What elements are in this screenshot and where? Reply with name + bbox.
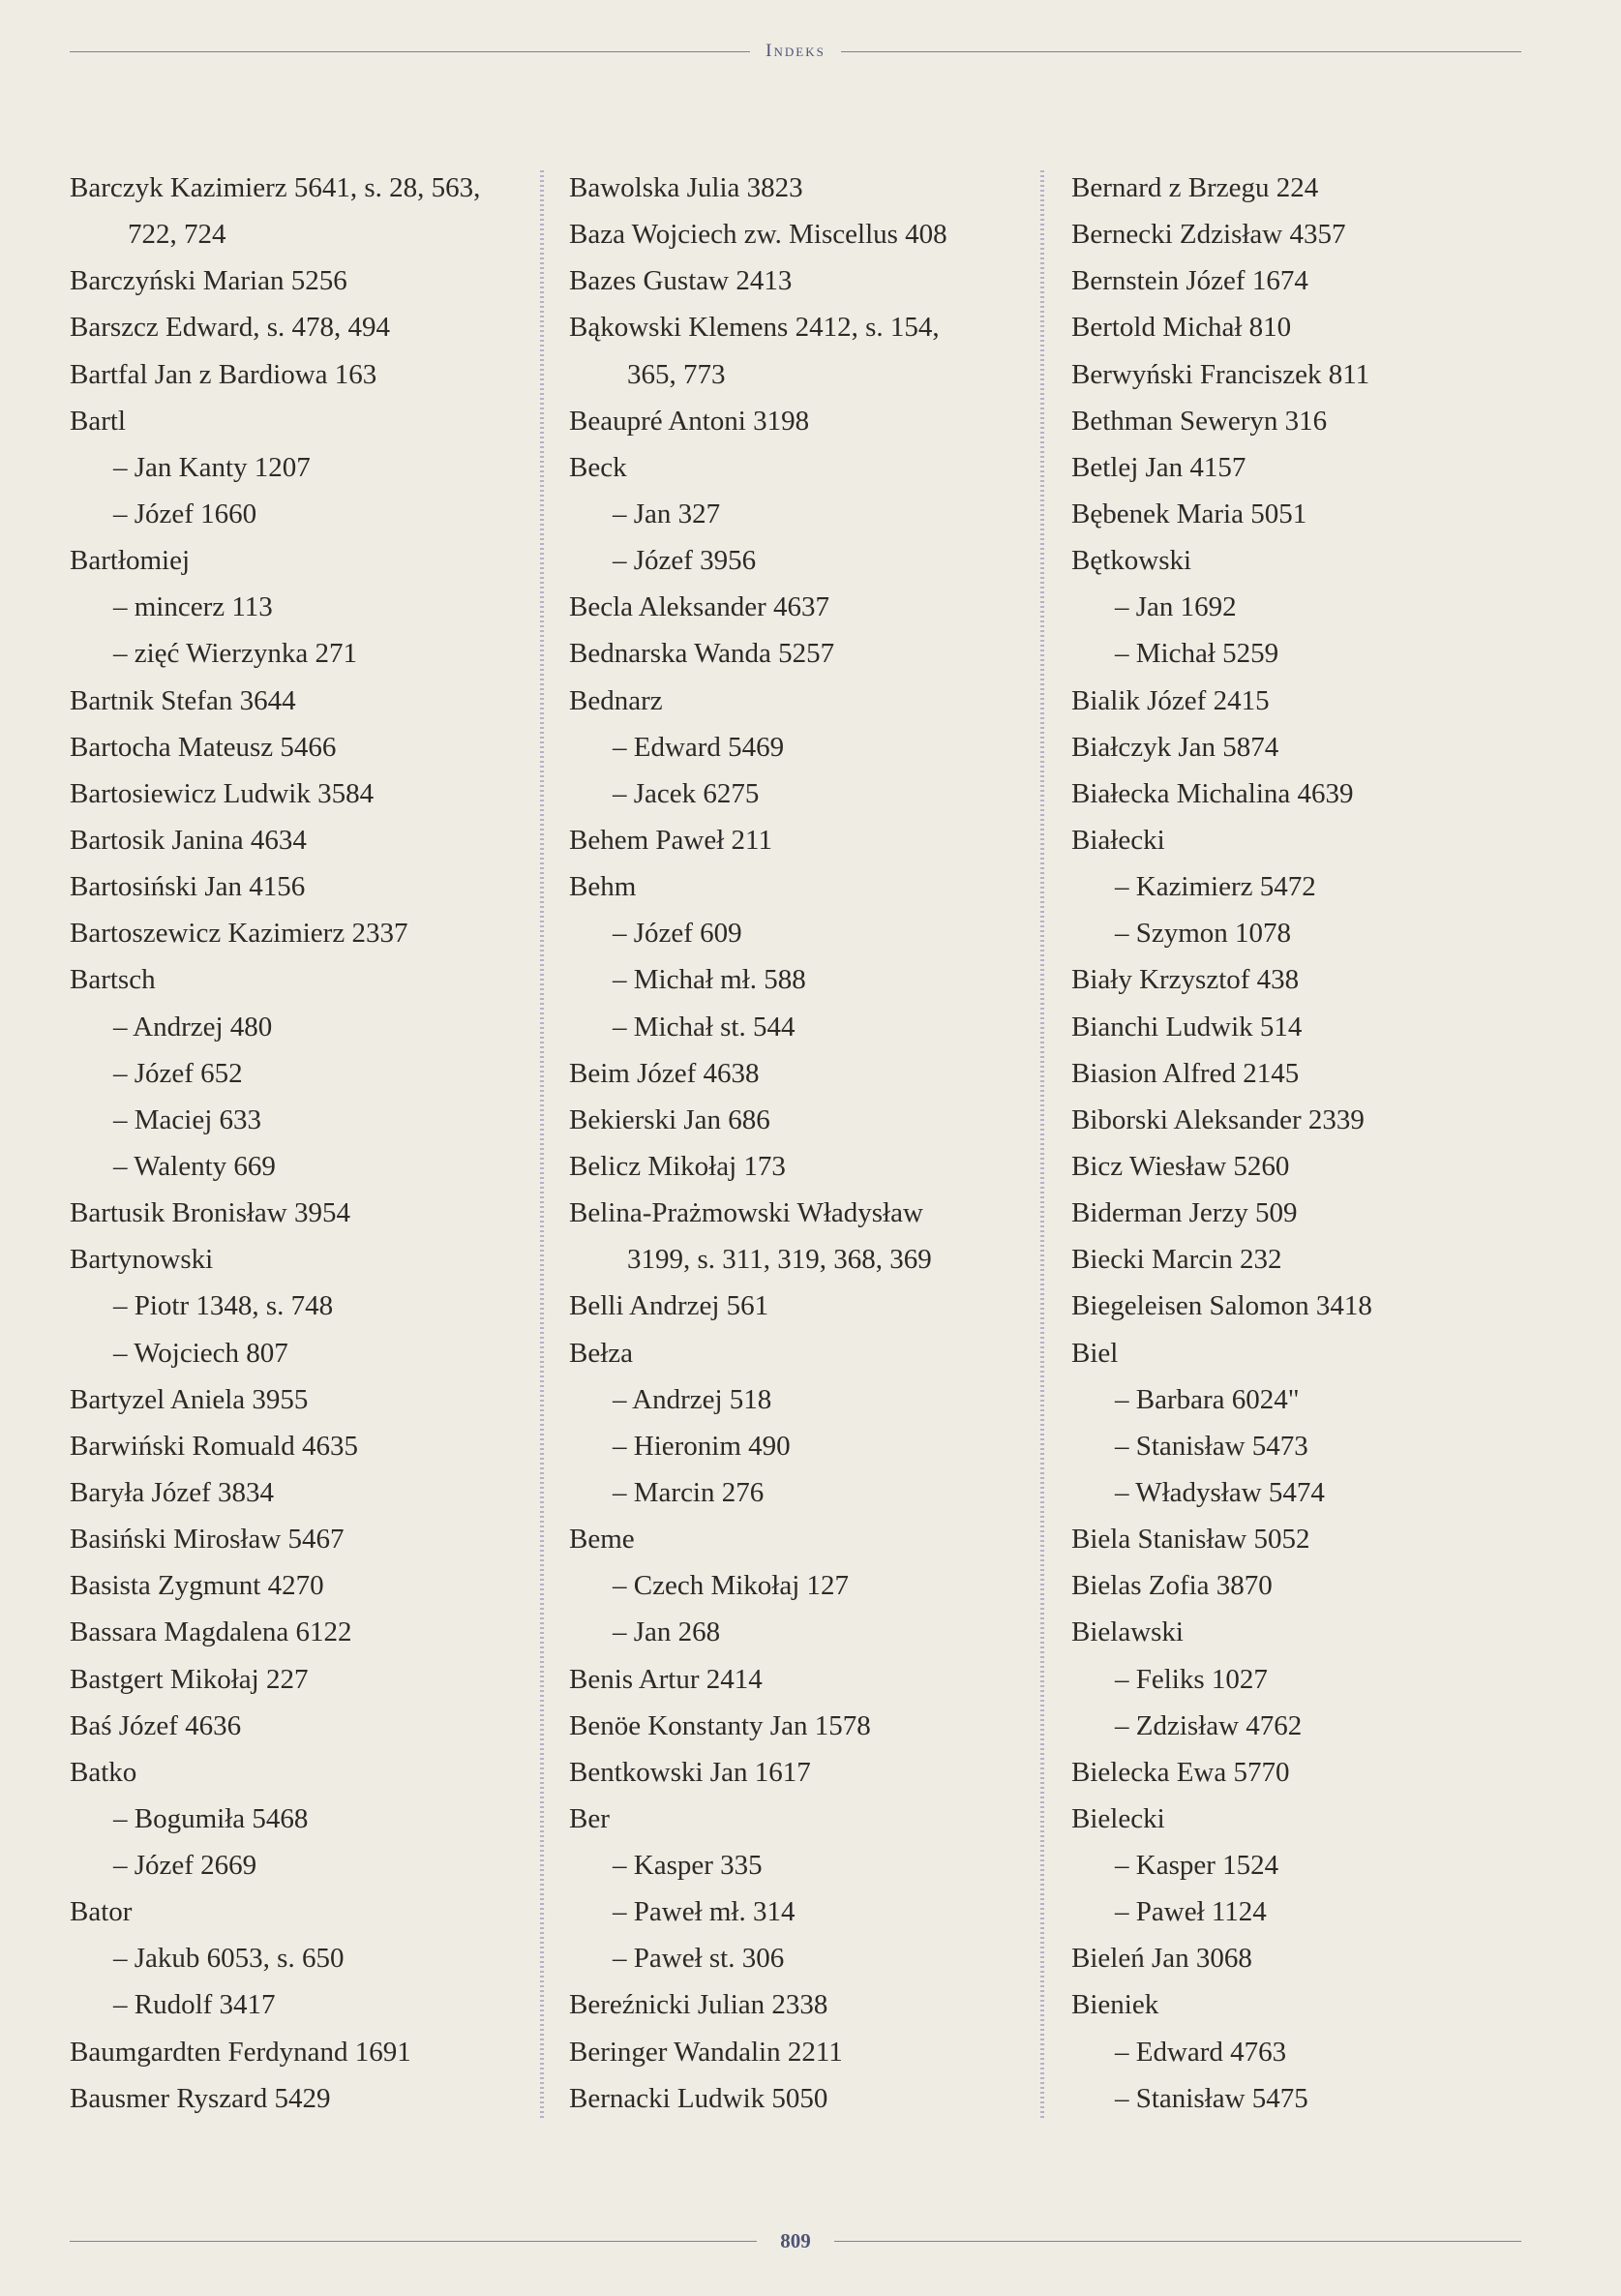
index-entry: Belina-Prażmowski Władysław bbox=[569, 1197, 923, 1229]
index-subentry: – Jakub 6053, s. 650 bbox=[113, 1943, 345, 1975]
index-entry: Biały Krzysztof 438 bbox=[1071, 964, 1300, 996]
index-entry: Bieleń Jan 3068 bbox=[1071, 1943, 1252, 1975]
index-subentry: – Stanisław 5475 bbox=[1115, 2082, 1308, 2114]
index-entry: Barwiński Romuald 4635 bbox=[70, 1430, 359, 1462]
index-subentry: – Władysław 5474 bbox=[1115, 1476, 1325, 1508]
index-entry: Bartnik Stefan 3644 bbox=[70, 684, 296, 716]
header-rule-right bbox=[841, 51, 1521, 52]
index-entry: Barszcz Edward, s. 478, 494 bbox=[70, 312, 390, 344]
index-entry: Beim Józef 4638 bbox=[569, 1057, 760, 1089]
index-entry: Bethman Seweryn 316 bbox=[1071, 405, 1328, 437]
index-subentry: – Józef 609 bbox=[613, 918, 742, 950]
index-entry: Betlej Jan 4157 bbox=[1071, 451, 1246, 483]
index-entry: Baumgardten Ferdynand 1691 bbox=[70, 2036, 411, 2068]
index-column-3 bbox=[1071, 165, 1526, 2122]
index-entry: Barczyk Kazimierz 5641, s. 28, 563, bbox=[70, 172, 481, 203]
index-entry: Beringer Wandalin 2211 bbox=[569, 2036, 843, 2068]
index-entry: Bawolska Julia 3823 bbox=[569, 172, 803, 203]
index-entry: Bernecki Zdzisław 4357 bbox=[1071, 219, 1346, 251]
index-entry: Basista Zygmunt 4270 bbox=[70, 1570, 324, 1602]
index-subentry: – Maciej 633 bbox=[113, 1103, 262, 1135]
index-entry: Barczyński Marian 5256 bbox=[70, 265, 347, 297]
index-subentry: – Hieronim 490 bbox=[613, 1430, 791, 1462]
index-subentry: – Michał 5259 bbox=[1115, 638, 1279, 670]
page-header bbox=[70, 37, 1521, 66]
index-entry: Belli Andrzej 561 bbox=[569, 1290, 769, 1322]
index-entry: Bębenek Maria 5051 bbox=[1071, 498, 1307, 529]
index-entry: Biegeleisen Salomon 3418 bbox=[1071, 1290, 1372, 1322]
index-entry: Bentkowski Jan 1617 bbox=[569, 1756, 811, 1788]
index-subentry: – Walenty 669 bbox=[113, 1150, 276, 1182]
index-entry: Bętkowski bbox=[1071, 545, 1192, 577]
index-subentry: – Edward 5469 bbox=[613, 731, 785, 763]
index-subentry: – Kasper 335 bbox=[613, 1850, 763, 1882]
index-entry: Bielas Zofia 3870 bbox=[1071, 1570, 1273, 1602]
index-entry: Biderman Jerzy 509 bbox=[1071, 1197, 1298, 1229]
index-entry: Bartocha Mateusz 5466 bbox=[70, 731, 337, 763]
index-subentry: – Zdzisław 4762 bbox=[1115, 1709, 1303, 1741]
index-subentry: – Jan 1692 bbox=[1115, 591, 1237, 623]
index-subentry: – mincerz 113 bbox=[113, 591, 273, 623]
index-entry: Bartosik Janina 4634 bbox=[70, 824, 307, 856]
index-entry: Batko bbox=[70, 1756, 137, 1788]
index-entry: Bartłomiej bbox=[70, 545, 191, 577]
index-entry: Bełza bbox=[569, 1337, 634, 1369]
index-entry: Bartoszewicz Kazimierz 2337 bbox=[70, 918, 408, 950]
index-subentry: – Szymon 1078 bbox=[1115, 918, 1292, 950]
index-entry: Bartynowski bbox=[70, 1244, 214, 1276]
index-entry: Benöe Konstanty Jan 1578 bbox=[569, 1709, 871, 1741]
index-subentry: – Andrzej 518 bbox=[613, 1383, 772, 1415]
index-subentry: – Józef 652 bbox=[113, 1057, 243, 1089]
index-subentry: – Michał mł. 588 bbox=[613, 964, 806, 996]
index-entry: Bielawski bbox=[1071, 1616, 1184, 1648]
index-subentry: – Kasper 1524 bbox=[1115, 1850, 1279, 1882]
index-subentry: – Józef 2669 bbox=[113, 1850, 257, 1882]
index-entry: Baryła Józef 3834 bbox=[70, 1476, 274, 1508]
index-entry: Bazes Gustaw 2413 bbox=[569, 265, 793, 297]
index-entry: Bernacki Ludwik 5050 bbox=[569, 2082, 828, 2114]
index-entry: Biel bbox=[1071, 1337, 1119, 1369]
page-number: 809 bbox=[780, 2228, 811, 2252]
index-entry: Bielecki bbox=[1071, 1802, 1165, 1834]
index-subentry: – Paweł 1124 bbox=[1115, 1896, 1267, 1928]
index-subentry: – Kazimierz 5472 bbox=[1115, 871, 1316, 903]
index-entry: Bassara Magdalena 6122 bbox=[70, 1616, 352, 1648]
index-entry: Biasion Alfred 2145 bbox=[1071, 1057, 1300, 1089]
index-entry: Bastgert Mikołaj 227 bbox=[70, 1663, 309, 1695]
index-entry: Bausmer Ryszard 5429 bbox=[70, 2082, 331, 2114]
index-entry: Bator bbox=[70, 1896, 133, 1928]
footer-rule-right bbox=[834, 2241, 1521, 2242]
index-entry: Bekierski Jan 686 bbox=[569, 1103, 770, 1135]
index-entry: Bernstein Józef 1674 bbox=[1071, 265, 1308, 297]
index-subentry: – Jacek 6275 bbox=[613, 777, 760, 809]
index-entry: Bialik Józef 2415 bbox=[1071, 684, 1270, 716]
index-entry: Bianchi Ludwik 514 bbox=[1071, 1011, 1303, 1042]
index-entry: Becla Aleksander 4637 bbox=[569, 591, 829, 623]
index-entry: Bicz Wiesław 5260 bbox=[1071, 1150, 1290, 1182]
index-entry: Bereźnicki Julian 2338 bbox=[569, 1989, 828, 2021]
index-entry: Behem Paweł 211 bbox=[569, 824, 772, 856]
index-entry: Baś Józef 4636 bbox=[70, 1709, 242, 1741]
index-entry: Behm bbox=[569, 871, 637, 903]
index-subentry: – Piotr 1348, s. 748 bbox=[113, 1290, 334, 1322]
index-column-2 bbox=[569, 165, 1024, 2122]
index-subentry: – Michał st. 544 bbox=[613, 1011, 795, 1042]
index-entry: Beck bbox=[569, 451, 627, 483]
index-subentry: – Stanisław 5473 bbox=[1115, 1430, 1308, 1462]
index-entry: Bertold Michał 810 bbox=[1071, 312, 1292, 344]
index-entry-continuation: 365, 773 bbox=[627, 358, 726, 390]
index-entry: Belicz Mikołaj 173 bbox=[569, 1150, 786, 1182]
index-subentry: – Paweł st. 306 bbox=[613, 1943, 785, 1975]
index-entry-continuation: 3199, s. 311, 319, 368, 369 bbox=[627, 1244, 932, 1276]
index-subentry: – Bogumiła 5468 bbox=[113, 1802, 309, 1834]
header-rule-left bbox=[70, 51, 750, 52]
index-entry: Bartosiewicz Ludwik 3584 bbox=[70, 777, 375, 809]
index-entry: Beaupré Antoni 3198 bbox=[569, 405, 810, 437]
index-entry: Ber bbox=[569, 1802, 610, 1834]
index-entry: Bartfal Jan z Bardiowa 163 bbox=[70, 358, 377, 390]
index-subentry: – Jan 327 bbox=[613, 498, 721, 529]
index-entry: Berwyński Franciszek 811 bbox=[1071, 358, 1370, 390]
index-entry: Bartsch bbox=[70, 964, 156, 996]
index-entry: Biborski Aleksander 2339 bbox=[1071, 1103, 1365, 1135]
index-subentry: – Edward 4763 bbox=[1115, 2036, 1287, 2068]
index-entry: Bieniek bbox=[1071, 1989, 1159, 2021]
index-entry: Białczyk Jan 5874 bbox=[1071, 731, 1279, 763]
column-divider bbox=[1040, 170, 1044, 2118]
column-divider bbox=[540, 170, 544, 2118]
index-subentry: – Józef 1660 bbox=[113, 498, 257, 529]
index-subentry: – Barbara 6024" bbox=[1115, 1383, 1300, 1415]
index-entry: Bąkowski Klemens 2412, s. 154, bbox=[569, 312, 940, 344]
index-subentry: – Wojciech 807 bbox=[113, 1337, 288, 1369]
index-entry: Bartl bbox=[70, 405, 126, 437]
index-subentry: – Paweł mł. 314 bbox=[613, 1896, 795, 1928]
index-entry: Baza Wojciech zw. Miscellus 408 bbox=[569, 219, 947, 251]
index-entry: Bednarska Wanda 5257 bbox=[569, 638, 835, 670]
index-entry: Benis Artur 2414 bbox=[569, 1663, 763, 1695]
index-entry: Biela Stanisław 5052 bbox=[1071, 1524, 1310, 1556]
index-entry: Białecki bbox=[1071, 824, 1165, 856]
index-entry: Bartyzel Aniela 3955 bbox=[70, 1383, 309, 1415]
index-subentry: – zięć Wierzynka 271 bbox=[113, 638, 357, 670]
page-footer bbox=[70, 2226, 1521, 2255]
index-subentry: – Rudolf 3417 bbox=[113, 1989, 276, 2021]
index-column-1 bbox=[70, 165, 525, 2122]
index-entry: Bartosiński Jan 4156 bbox=[70, 871, 306, 903]
index-subentry: – Jan Kanty 1207 bbox=[113, 451, 311, 483]
index-subentry: – Andrzej 480 bbox=[113, 1011, 273, 1042]
index-subentry: – Marcin 276 bbox=[613, 1476, 765, 1508]
index-entry: Basiński Mirosław 5467 bbox=[70, 1524, 345, 1556]
index-subentry: – Czech Mikołaj 127 bbox=[613, 1570, 850, 1602]
index-subentry: – Józef 3956 bbox=[613, 545, 757, 577]
index-entry: Bartusik Bronisław 3954 bbox=[70, 1197, 350, 1229]
index-entry: Białecka Michalina 4639 bbox=[1071, 777, 1354, 809]
index-entry: Bednarz bbox=[569, 684, 663, 716]
index-entry-continuation: 722, 724 bbox=[128, 219, 226, 251]
index-subentry: – Feliks 1027 bbox=[1115, 1663, 1268, 1695]
running-head: Indeks bbox=[765, 41, 826, 61]
index-entry: Bielecka Ewa 5770 bbox=[1071, 1756, 1290, 1788]
footer-rule-left bbox=[70, 2241, 757, 2242]
index-entry: Beme bbox=[569, 1524, 635, 1556]
index-entry: Biecki Marcin 232 bbox=[1071, 1244, 1282, 1276]
index-subentry: – Jan 268 bbox=[613, 1616, 721, 1648]
index-entry: Bernard z Brzegu 224 bbox=[1071, 172, 1319, 203]
